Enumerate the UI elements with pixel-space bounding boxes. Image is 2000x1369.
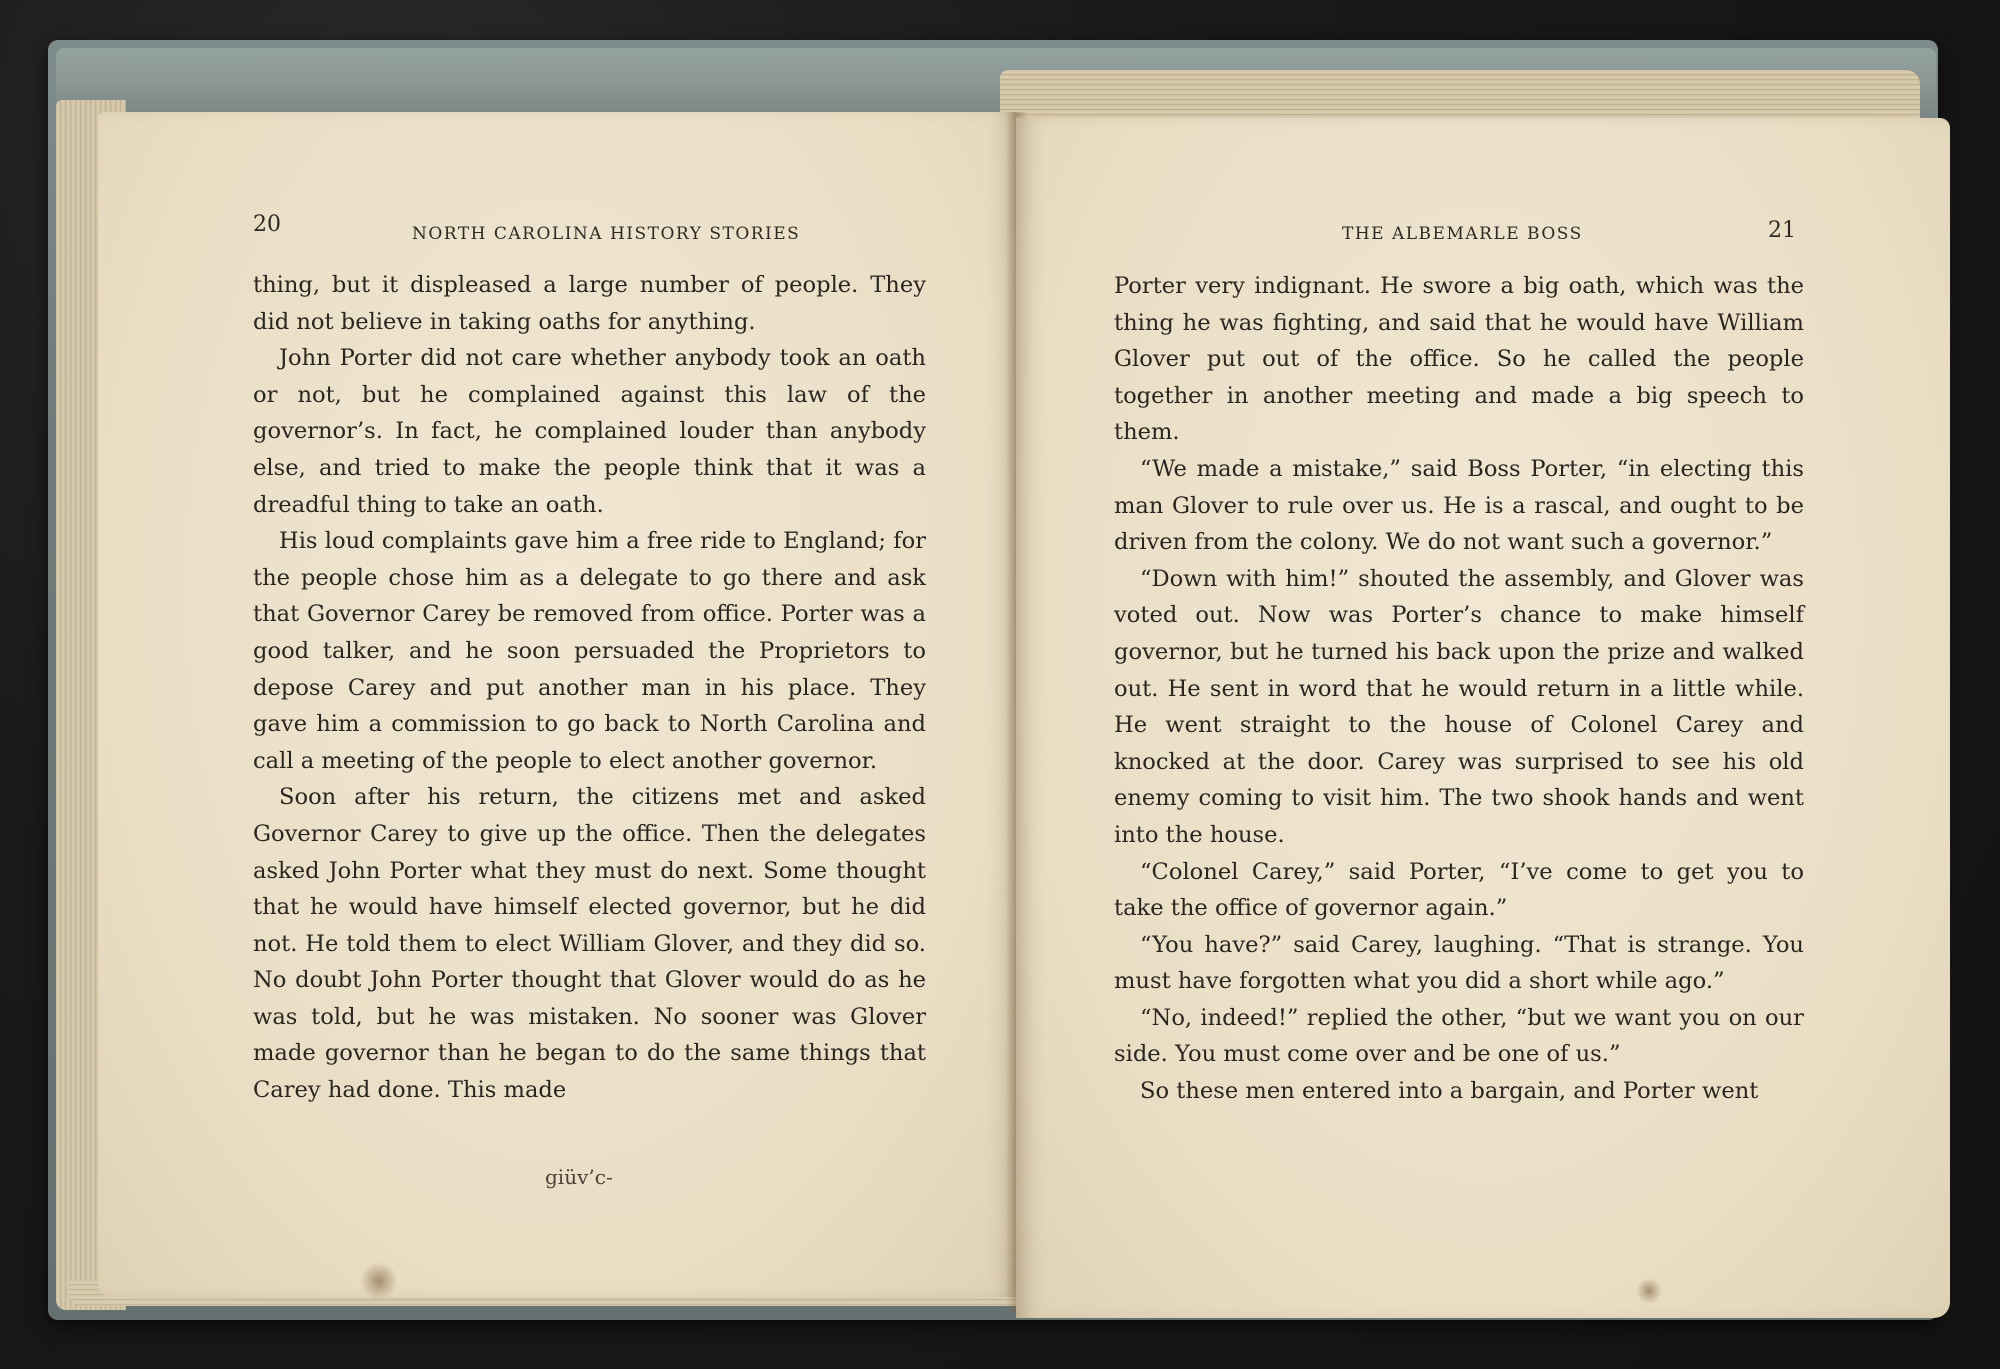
right-paragraph-3: “Down with him!” shouted the assembly, and Glover was voted out. Now was Porter’s chance to make himself governor, but he turned his back upon the prize and walked out. He sent in word that he would return in a little while. He went straight to the house of Colonel Carey and knocked at the door. Carey was surprised to see his old enemy coming to visit him. The two shook hands and went into the house. [1114,565,1804,848]
left-running-head: NORTH CAROLINA HISTORY STORIES [412,224,801,244]
right-paragraph-6: “No, indeed!” replied the other, “but we want you on our side. You must come over and be one of us.” [1114,1004,1804,1068]
page-stain [360,1262,398,1300]
right-page [1016,118,1950,1318]
left-page-number: 20 [253,212,281,237]
left-text-block [253,267,926,1109]
left-paragraph-4: Soon after his return, the citizens met and asked Governor Carey to give up the office. Then the delegates asked John Porter what they must do next. Some thought that he would have himself elected governor, but he did not. He told them to elect William Glover, and they did so. No doubt John Porter thought that Glover would do as he was told, but he was mistaken. No sooner was Glover made governor than he began to do the same things that Carey had done. This made [253,784,926,1104]
left-paragraph-3: His loud complaints gave him a free ride to England; for the people chose him as a delegate to go there and ask that Governor Carey be removed from office. Porter was a good talker, and he soon persuaded the Proprietors to depose Carey and put another man in his place. They gave him a commission to go back to North Carolina and call a meeting of the people to elect another governor. [253,528,926,774]
right-paragraph-7: So these men entered into a bargain, and Porter went [1140,1078,1759,1105]
right-page-number: 21 [1768,218,1796,243]
right-paragraph-4: “Colonel Carey,” said Porter, “I’ve come to get you to take the office of governor again.” [1114,858,1804,922]
page-stain [1636,1278,1662,1304]
signature-mark: giüv’c- [545,1165,613,1189]
right-paragraph-2: “We made a mistake,” said Boss Porter, “in electing this man Glover to rule over us. He is a rascal, and ought to be driven from the colony. We do not want such a governor.” [1114,455,1804,556]
left-paragraph-1: thing, but it displeased a large number of people. They did not believe in taking oaths for anything. [253,272,926,335]
right-paragraph-1: Porter very indignant. He swore a big oath, which was the thing he was fighting, and said that he would have William Glover put out of the office. So he called the people together in another meeting and made a big speech to them. [1114,273,1804,446]
right-paragraph-5: “You have?” said Carey, laughing. “That is strange. You must have forgotten what you did a short while ago.” [1114,931,1804,995]
right-running-head: THE ALBEMARLE BOSS [1342,224,1583,244]
right-text-block [1114,268,1804,1110]
left-paragraph-2: John Porter did not care whether anybody took an oath or not, but he complained against this law of the governor’s. In fact, he complained louder than anybody else, and tried to make the people think that it was a dreadful thing to take an oath. [253,345,926,518]
left-page [98,112,1016,1297]
